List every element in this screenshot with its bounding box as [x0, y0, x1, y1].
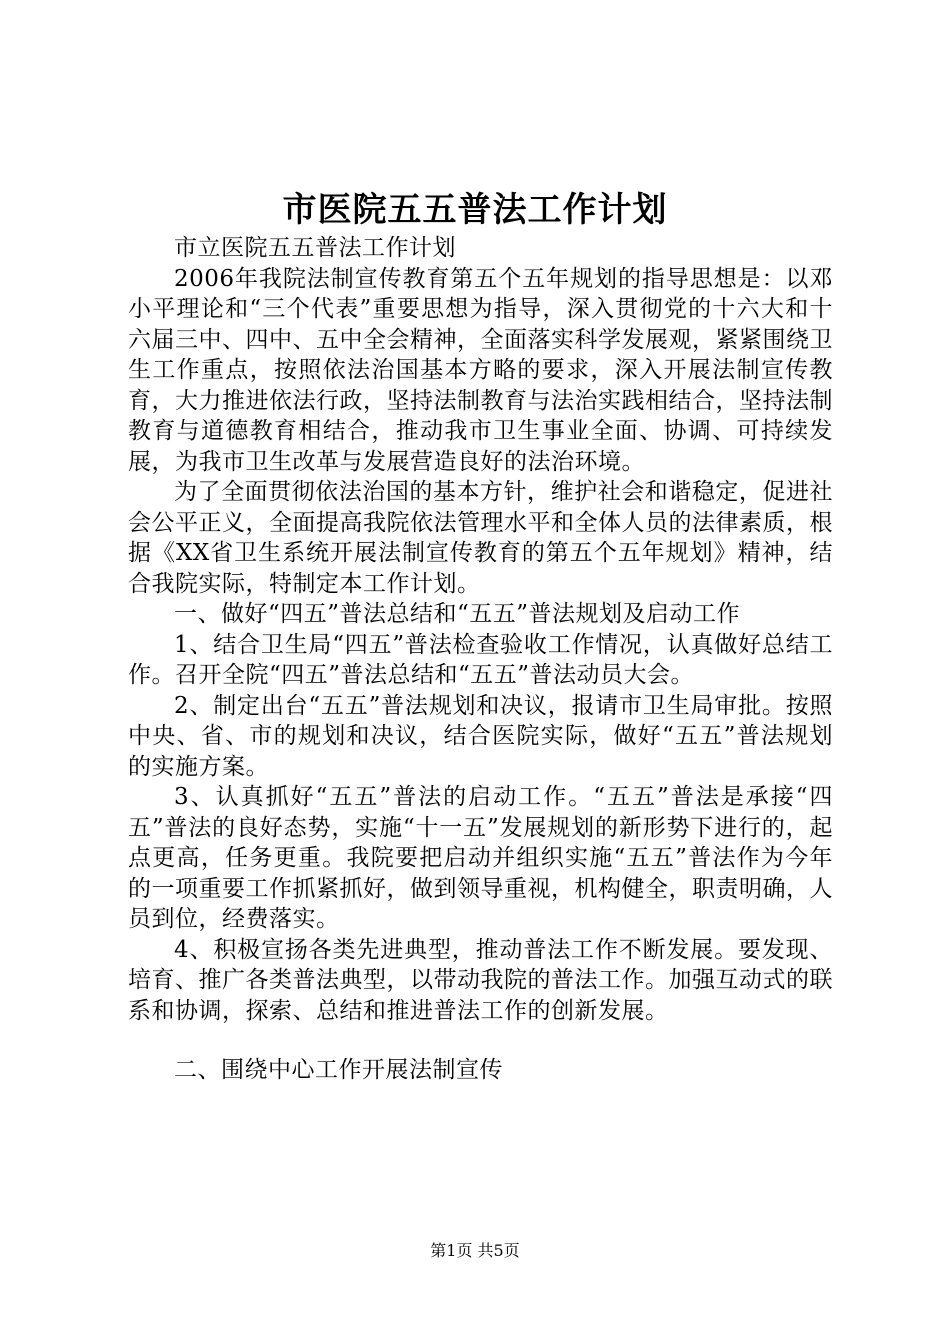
paragraph-item-1: 1、结合卫生局“四五”普法检查验收工作情况，认真做好总结工作。召开全院“四五”普法总结和“五五”普法动员大会。	[128, 631, 833, 688]
paragraph-purpose: 为了全面贯彻依法治国的基本方针，维护社会和谐稳定，促进社会公平正义，全面提高我院依法管理水平和全体人员的法律素质，根据《XX省卫生系统开展法制宣传教育的第五个五年规划》精神，结合我院实际，特制定本工作计划。	[128, 479, 833, 597]
paragraph-item-3: 3、认真抓好“五五”普法的启动工作。“五五”普法是承接“四五”普法的良好态势，实施“十一五”发展规划的新形势下进行的，起点更高，任务更重。我院要把启动并组织实施“五五”普法作为今年的一项重要工作抓紧抓好，做到领导重视，机构健全，职责明确，人员到位，经费落实。	[128, 784, 833, 932]
document-title: 市医院五五普法工作计划	[282, 190, 668, 230]
paragraph-item-2: 2、制定出台“五五”普法规划和决议，报请市卫生局审批。按照中央、省、市的规划和决议，结合医院实际，做好“五五”普法规划的实施方案。	[128, 692, 833, 780]
document-body	[128, 233, 833, 1086]
page-footer: 第1页 共5页	[430, 1241, 520, 1260]
paragraph-item-4: 4、积极宣扬各类先进典型，推动普法工作不断发展。要发现、培育、推广各类普法典型，以带动我院的普法工作。加强互动式的联系和协调，探索、总结和推进普法工作的创新发展。	[128, 936, 833, 1024]
section-heading-1: 一、做好“四五”普法总结和“五五”普法规划及启动工作	[174, 601, 741, 627]
paragraph-subtitle: 市立医院五五普法工作计划	[174, 235, 456, 261]
section-heading-2: 二、围绕中心工作开展法制宣传	[174, 1057, 503, 1083]
paragraph-guiding-thought: 2006年我院法制宣传教育第五个五年规划的指导思想是：以邓小平理论和“三个代表”重要思想为指导，深入贯彻党的十六大和十六届三中、四中、五中全会精神，全面落实科学发展观，紧紧围绕卫生工作重点，按照依法治国基本方略的要求，深入开展法制宣传教育，大力推进依法行政，坚持法制教育与法治实践相结合，坚持法制教育与道德教育相结合，推动我市卫生事业全面、协调、可持续发展，为我市卫生改革与发展营造良好的法治环境。	[128, 265, 833, 475]
